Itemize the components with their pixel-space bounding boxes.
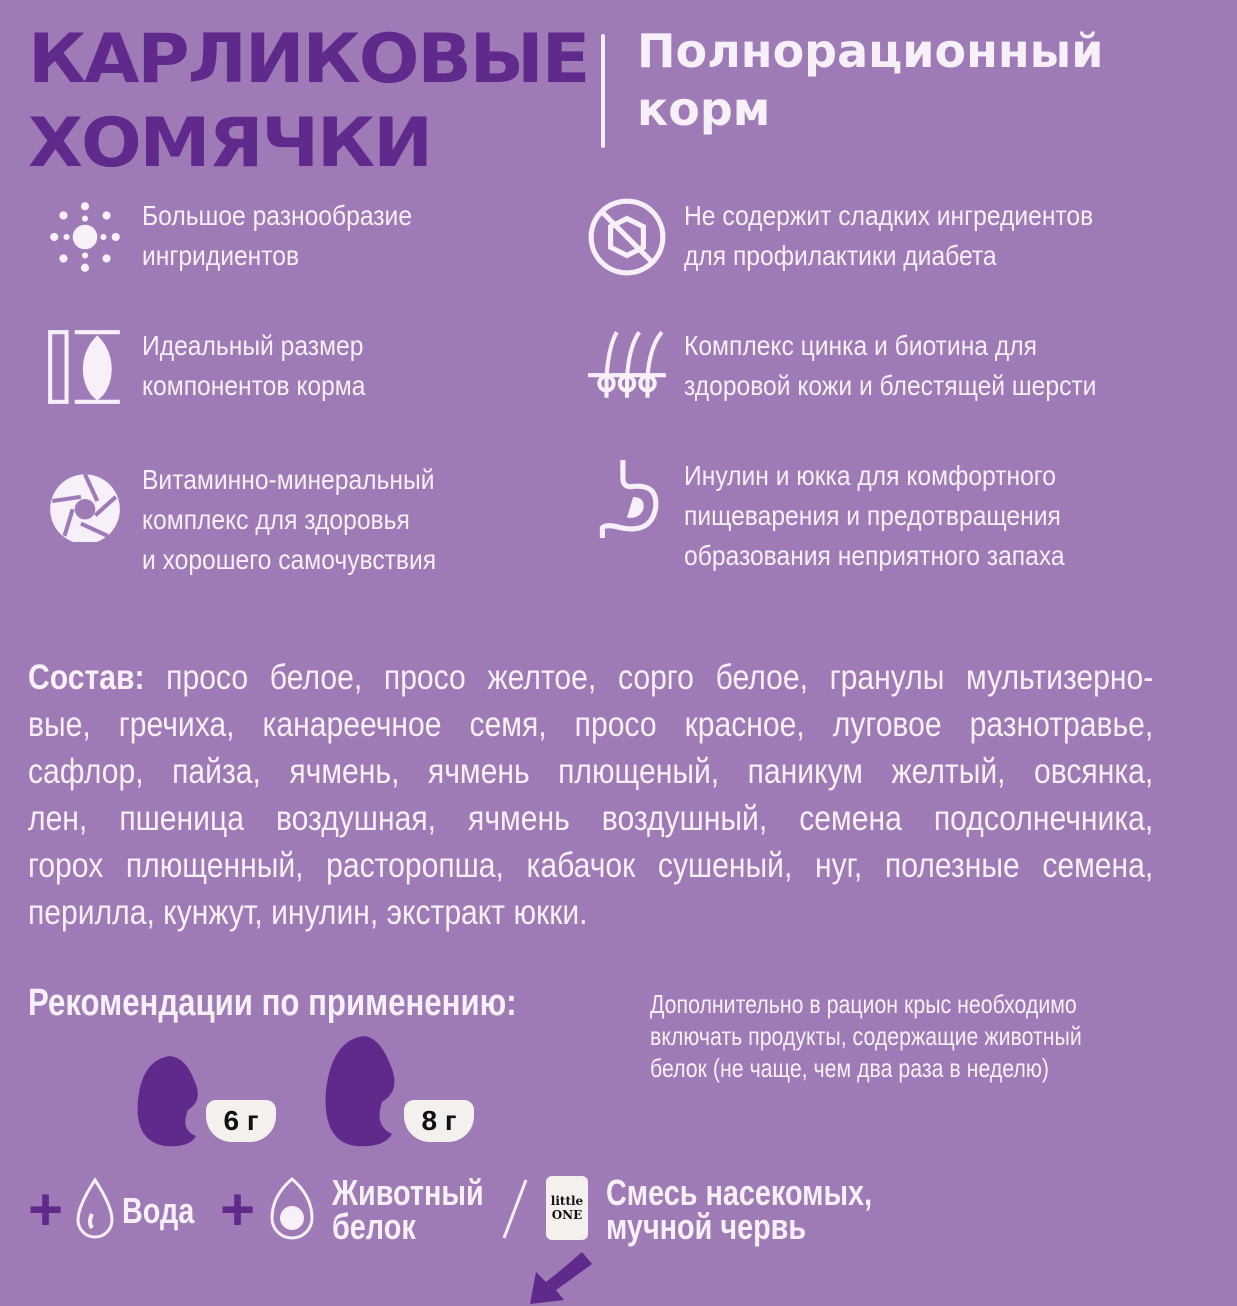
hair-follicle-icon <box>586 326 668 408</box>
composition-line: горох плющенный, расторопша, кабачок сушеный, нуг, полезные семена, <box>28 846 1154 885</box>
feature-text: пищеварения и предотвращения <box>684 500 1061 531</box>
feature-vitamins <box>44 460 476 580</box>
note-line: Дополнительно в рацион крыс необходимо <box>650 989 1077 1019</box>
insects-line: мучной червь <box>606 1206 807 1247</box>
protein-line: белок <box>332 1206 416 1247</box>
composition-line: перилла, кунжут, инулин, экстракт юкки. <box>28 893 588 932</box>
feature-text: и хорошего самочувствия <box>142 544 437 575</box>
feature-text: образования неприятного запаха <box>684 540 1065 571</box>
subtitle-line-1: Полнорационный <box>637 24 1104 78</box>
stomach-icon <box>586 456 668 538</box>
feature-size <box>44 326 396 408</box>
portion-bowl-small: 6 г <box>206 1100 276 1142</box>
portion-bowl-large: 8 г <box>404 1100 474 1142</box>
no-sugar-icon <box>586 196 668 278</box>
note-line: включать продукты, содержащие животный <box>650 1021 1082 1051</box>
product-title <box>28 18 588 186</box>
composition-line: просо белое, просо желтое, сорго белое, гранулы мультизерно- <box>144 658 1154 697</box>
protein-line: Животный <box>332 1172 484 1213</box>
feature-text: для профилактики диабета <box>684 240 997 271</box>
protein-label <box>332 1172 484 1247</box>
feature-text: здоровой кожи и блестящей шерсти <box>684 370 1097 401</box>
water-drop-icon <box>74 1176 116 1242</box>
feature-text: компонентов корма <box>142 370 366 401</box>
feature-text: Не содержит сладких ингредиентов <box>684 200 1094 231</box>
composition-line: вые, гречиха, канареечное семя, просо красное, луговое разнотравье, <box>28 705 1154 744</box>
recommendations-note <box>650 988 1082 1084</box>
feature-text: Большое разнообразие <box>142 200 413 231</box>
water-label: Вода <box>122 1190 195 1231</box>
title-line-1: КАРЛИКОВЫЕ <box>28 20 589 99</box>
feature-text: Витаминно-минеральный <box>142 464 435 495</box>
feature-digestion <box>586 456 1117 576</box>
egg-icon <box>268 1176 316 1242</box>
feature-text: комплекс для здоровья <box>142 504 410 535</box>
composition-line: лен, пшеница воздушная, ячмень воздушный, семена подсолнечника, <box>28 799 1154 838</box>
feature-variety <box>44 196 449 278</box>
sparkle-icon <box>44 196 126 278</box>
aperture-icon <box>44 460 126 542</box>
note-line: белок (не чаще, чем два раза в неделю) <box>650 1053 1049 1083</box>
insects-label <box>606 1172 873 1247</box>
composition <box>28 654 1156 936</box>
composition-label: Состав: <box>28 658 145 697</box>
product-subtitle <box>637 22 1103 138</box>
composition-line: сафлор, пайза, ячмень, ячмень плющеный, паникум желтый, овсянка, <box>28 752 1154 791</box>
insects-line: Смесь насекомых, <box>606 1172 873 1213</box>
slash-divider <box>500 1176 530 1242</box>
seed-size-icon <box>44 326 126 408</box>
feature-no-sugar <box>586 196 1149 278</box>
jar-logo: little ONE <box>550 1194 584 1222</box>
large-hamster-icon <box>318 1030 408 1150</box>
feature-text: Идеальный размер <box>142 330 364 361</box>
feature-text: Комплекс цинка и биотина для <box>684 330 1037 361</box>
plus-icon: + <box>28 1176 64 1243</box>
divider <box>601 34 605 148</box>
subtitle-line-2: корм <box>637 82 771 136</box>
recommendations-title: Рекомендации по применению: <box>28 982 517 1024</box>
feature-text: ингридиентов <box>142 240 300 271</box>
little-one-jar-icon <box>546 1176 588 1240</box>
feature-zinc-biotin <box>586 326 1153 408</box>
arrow-down-left-icon <box>526 1250 596 1306</box>
plus-icon: + <box>220 1176 256 1243</box>
small-hamster-icon <box>130 1050 210 1150</box>
feature-text: Инулин и юкка для комфортного <box>684 460 1056 491</box>
title-line-2: ХОМЯЧКИ <box>28 104 431 183</box>
